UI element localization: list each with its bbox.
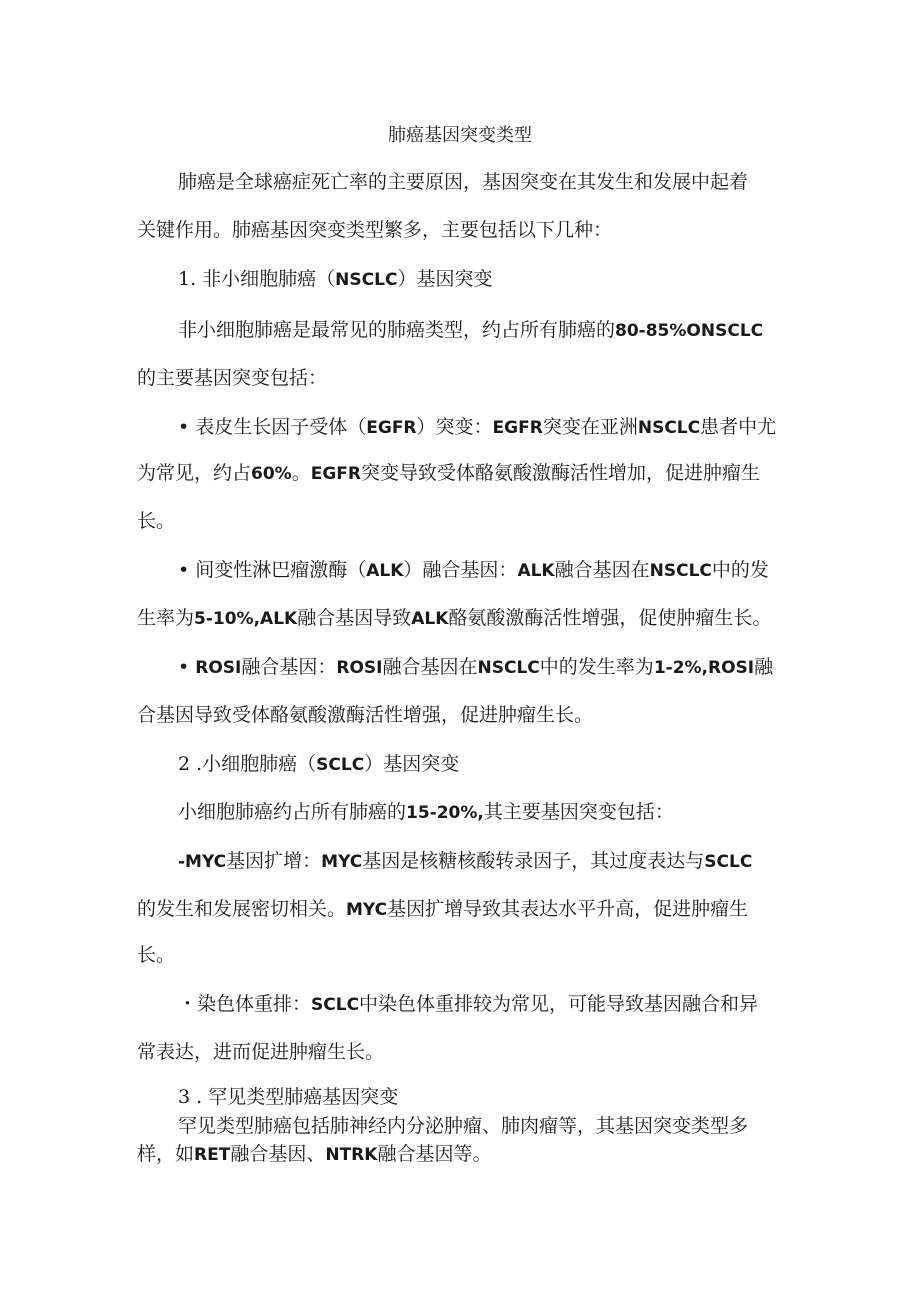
chromosome-item-line-2: 常表达，进而促进肿瘤生长。	[137, 1041, 385, 1063]
egfr-item-line-2: 为常见，约占60%。EGFR突变导致受体酪氨酸激酶活性增加，促进肿瘤生	[137, 462, 761, 484]
intro-line-1: 肺癌是全球癌症死亡率的主要原因，基因突变在其发生和发展中起着	[178, 171, 749, 193]
section-2-paragraph: 小细胞肺癌约占所有肺癌的15-20%,其主要基因突变包括：	[178, 801, 674, 823]
section-1-paragraph-line-2: 的主要基因突变包括：	[137, 367, 328, 389]
egfr-item-line-3: 长。	[137, 510, 176, 532]
section-3-heading: 3 . 罕见类型肺癌基因突变	[178, 1086, 399, 1108]
alk-item-line-2: 生率为5-10%,ALK融合基因导致ALK酪氨酸激酶活性增强，促使肿瘤生长。	[137, 607, 772, 629]
chromosome-item-line-1: ・染色体重排：SCLC中染色体重排较为常见，可能导致基因融合和异	[178, 993, 759, 1015]
myc-item-line-2: 的发生和发展密切相关。MYC基因扩增导致其表达水平升高，促进肿瘤生	[137, 898, 749, 920]
ros-item-line-1: • ROSI融合基因：ROSI融合基因在NSCLC中的发生率为1-2%,ROSI融	[178, 656, 774, 678]
ros-item-line-2: 合基因导致受体酪氨酸激酶活性增强，促进肿瘤生长。	[137, 704, 594, 726]
myc-item-line-3: 长。	[137, 944, 176, 966]
section-2-heading: 2 .小细胞肺癌（SCLC）基因突变	[178, 753, 460, 775]
document-title: 肺癌基因突变类型	[388, 125, 532, 146]
myc-item-line-1: -MYC基因扩增：MYC基因是核糖核酸转录因子，其过度表达与SCLC	[178, 850, 753, 872]
intro-line-2: 关键作用。肺癌基因突变类型繁多，主要包括以下几种：	[137, 219, 613, 241]
section-1-heading: 1. 非小细胞肺癌（NSCLC）基因突变	[178, 268, 493, 290]
alk-item-line-1: • 间变性淋巴瘤激酶（ALK）融合基因：ALK融合基因在NSCLC中的发	[178, 559, 769, 581]
section-1-paragraph-line-1: 非小细胞肺癌是最常见的肺癌类型，约占所有肺癌的80-85%ONSCLC	[178, 319, 764, 341]
section-3-paragraph-line-1: 罕见类型肺癌包括肺神经内分泌肿瘤、肺肉瘤等，其基因突变类型多	[178, 1115, 749, 1137]
section-3-paragraph-line-2: 样，如RET融合基因、NTRK融合基因等。	[137, 1143, 492, 1165]
egfr-item-line-1: • 表皮生长因子受体（EGFR）突变：EGFR突变在亚洲NSCLC患者中尤	[178, 416, 777, 438]
